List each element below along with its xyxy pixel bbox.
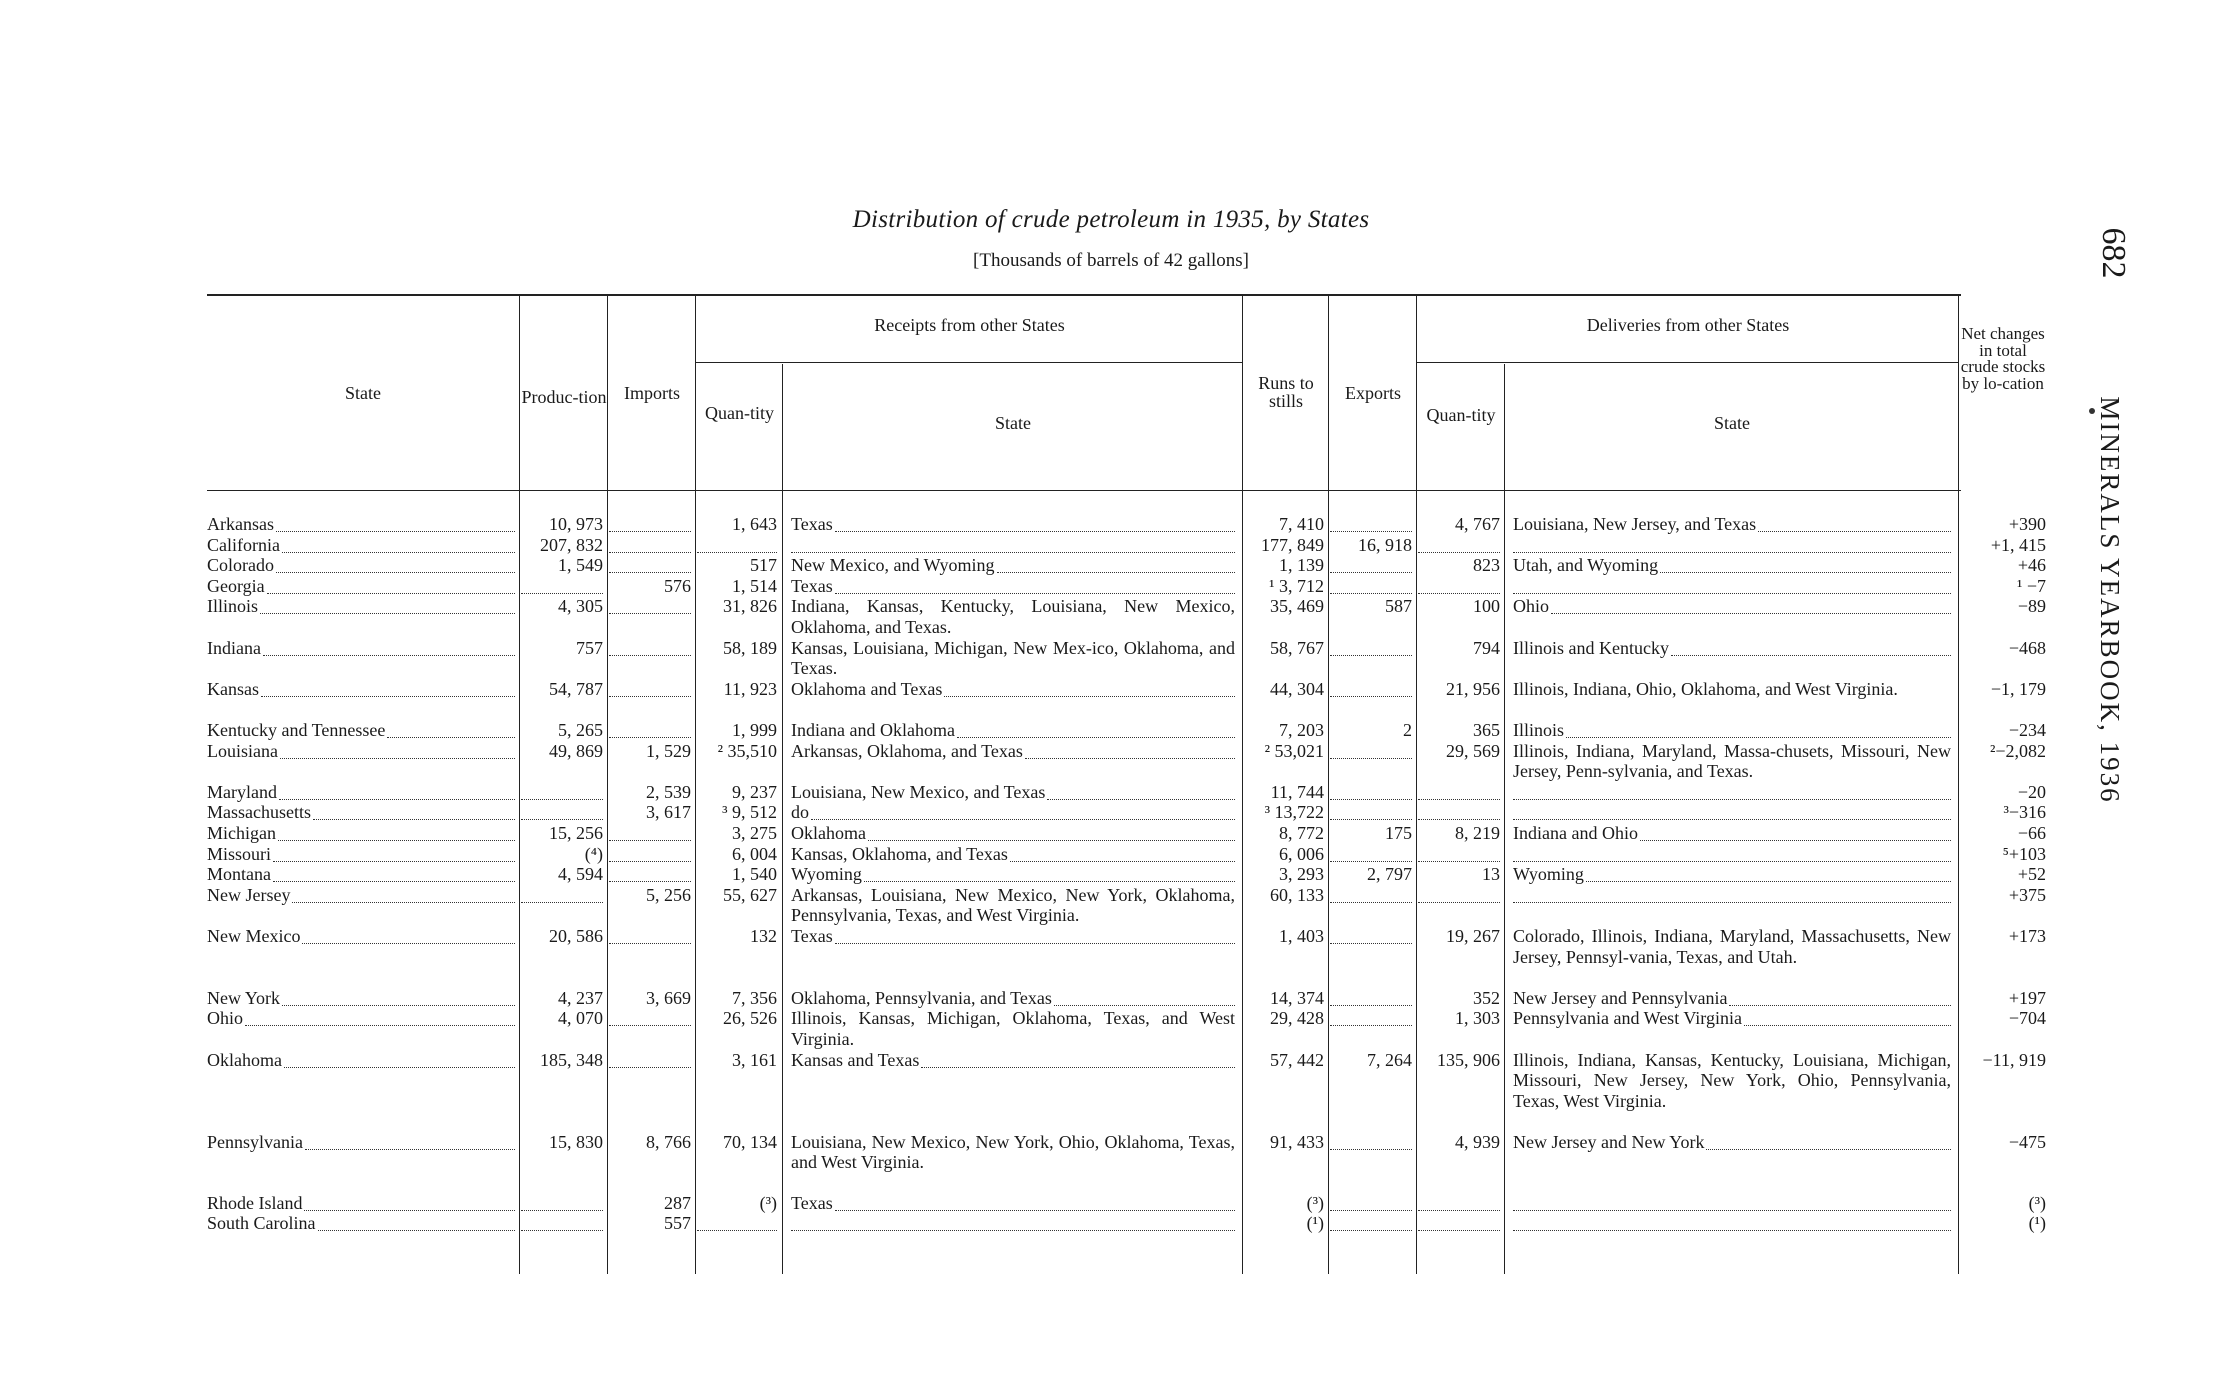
deliveries-quantity-cell: 13 [1482, 864, 1500, 885]
state-list: Texas [791, 514, 833, 534]
imports-cell: 1, 529 [646, 740, 691, 761]
state-cell [207, 864, 515, 885]
net-change-cell: −20 [2017, 781, 2046, 802]
receipts-state-cell [791, 514, 1235, 535]
runs-to-stills-cell: 177, 849 [1261, 534, 1324, 555]
runs-to-stills-cell: 57, 442 [1270, 1049, 1324, 1070]
receipts-state-cell [791, 741, 1235, 762]
state-name: South Carolina [207, 1213, 316, 1234]
net-change-cell: (¹) [2028, 1213, 2046, 1234]
runs-to-stills-cell: (¹) [1306, 1213, 1324, 1234]
state-name: Ohio [207, 1008, 243, 1029]
deliveries-state-cell [1513, 514, 1951, 535]
col-divider [1242, 296, 1243, 1274]
state-cell [207, 1050, 515, 1071]
net-change-cell: +173 [2008, 926, 2046, 946]
exports-cell: 2, 797 [1367, 864, 1412, 885]
receipts-quantity-cell: 1, 540 [732, 864, 777, 885]
receipts-state-cell [791, 1050, 1235, 1071]
state-list: Oklahoma and Texas [791, 678, 943, 699]
page-subtitle: [Thousands of barrels of 42 gallons] [973, 250, 1249, 271]
deliveries-quantity-cell [1418, 1213, 1500, 1231]
runs-to-stills-cell: 1, 139 [1279, 555, 1324, 576]
net-change-cell: −234 [2008, 720, 2046, 740]
receipts-group-rule [695, 362, 1242, 363]
exports-cell [1330, 1008, 1412, 1026]
receipts-state-cell [791, 720, 1235, 741]
exports-cell [1330, 988, 1412, 1006]
exports-cell: 175 [1385, 823, 1412, 843]
state-list: Louisiana, New Mexico, and Texas [791, 781, 1046, 802]
col-divider [1504, 364, 1505, 1274]
col-divider [1416, 296, 1417, 1274]
deliveries-quantity-cell [1418, 844, 1500, 862]
exports-cell [1330, 782, 1412, 800]
runs-to-stills-cell: 35, 469 [1270, 596, 1324, 617]
header-runs-to-stills: Runs to stills [1258, 373, 1314, 411]
exports-cell [1330, 926, 1412, 944]
imports-cell: 287 [664, 1192, 691, 1213]
runs-to-stills-cell: 8, 772 [1279, 823, 1324, 843]
net-change-cell: +197 [2008, 987, 2046, 1008]
state-cell [207, 782, 515, 803]
header-deliveries-quantity: Quan-tity [1426, 405, 1496, 425]
production-cell [521, 885, 603, 903]
deliveries-quantity-cell: 1, 303 [1455, 1008, 1500, 1029]
deliveries-state-cell: Illinois, Indiana, Maryland, Massa-chusets, Missouri, New Jersey, Penn-sylvania, and Texas. [1513, 740, 1951, 782]
state-list: do [791, 802, 809, 823]
net-change-cell: ³−316 [2003, 802, 2046, 823]
runs-to-stills-cell: 29, 428 [1270, 1008, 1324, 1029]
state-list: Utah, and Wyoming [1513, 555, 1659, 576]
receipts-quantity-cell: 6, 004 [732, 843, 777, 864]
state-list: Ohio [1513, 596, 1549, 617]
production-cell: 4, 305 [558, 596, 603, 617]
receipts-state-cell: Arkansas, Louisiana, New Mexico, New York, Oklahoma, Pennsylvania, Texas, and West Virginia. [791, 884, 1235, 926]
state-cell [207, 1213, 515, 1234]
page-number: 682 [2095, 227, 2132, 279]
receipts-quantity-cell: 31, 826 [723, 596, 777, 617]
state-list: Illinois [1513, 720, 1565, 740]
deliveries-state-cell [1513, 885, 1951, 903]
deliveries-group-rule [1416, 362, 1958, 363]
receipts-state-cell [791, 576, 1235, 597]
production-cell: 4, 070 [558, 1008, 603, 1029]
imports-cell [609, 514, 691, 532]
state-cell [207, 926, 515, 947]
state-name: California [207, 534, 280, 555]
state-name: Illinois [207, 596, 259, 617]
net-change-cell: +390 [2008, 514, 2046, 534]
state-cell [207, 555, 515, 576]
receipts-state-cell [791, 782, 1235, 803]
imports-cell [609, 864, 691, 882]
deliveries-state-cell [1513, 576, 1951, 594]
state-list: Pennsylvania and West Virginia [1513, 1008, 1742, 1029]
imports-cell [609, 1008, 691, 1026]
receipts-state-cell [791, 844, 1235, 865]
deliveries-state-cell: Illinois, Indiana, Ohio, Oklahoma, and West Virginia. [1513, 678, 1898, 699]
deliveries-state-cell [1513, 864, 1951, 885]
deliveries-state-cell [1513, 844, 1951, 862]
receipts-quantity-cell: 3, 275 [732, 823, 777, 843]
receipts-state-cell: Louisiana, New Mexico, New York, Ohio, Oklahoma, Texas, and West Virginia. [791, 1131, 1235, 1173]
state-name: Pennsylvania [207, 1131, 303, 1152]
receipts-quantity-cell: 1, 643 [732, 514, 777, 534]
state-cell [207, 802, 515, 823]
state-name: Montana [207, 864, 271, 885]
col-divider [1958, 296, 1959, 1274]
production-cell: 207, 832 [540, 534, 603, 555]
deliveries-quantity-cell: 794 [1473, 637, 1500, 658]
state-cell [207, 576, 515, 597]
state-list: Oklahoma, Pennsylvania, and Texas [791, 987, 1052, 1008]
state-list: Wyoming [791, 864, 862, 885]
production-cell: 20, 586 [549, 926, 603, 946]
net-change-cell: −475 [2008, 1131, 2046, 1152]
imports-cell [609, 720, 691, 738]
receipts-state-cell [791, 802, 1235, 823]
runs-to-stills-cell: 60, 133 [1270, 884, 1324, 905]
runs-to-stills-cell: 7, 410 [1279, 514, 1324, 534]
net-change-cell: −468 [2008, 637, 2046, 658]
deliveries-state-cell: Illinois, Indiana, Kansas, Kentucky, Louisiana, Michigan, Missouri, New Jersey, New York, Ohio, Pennsylvania, Texas, West Virginia. [1513, 1049, 1951, 1111]
exports-cell [1330, 638, 1412, 656]
exports-cell [1330, 802, 1412, 820]
state-list: Louisiana, New Jersey, and Texas [1513, 514, 1757, 534]
receipts-state-cell [791, 926, 1235, 947]
production-cell: 54, 787 [549, 678, 603, 699]
imports-cell: 3, 617 [646, 802, 691, 823]
header-receipts-quantity: Quan-tity [705, 403, 774, 423]
imports-cell: 2, 539 [646, 781, 691, 802]
receipts-quantity-cell [697, 1213, 777, 1231]
imports-cell [609, 596, 691, 614]
deliveries-quantity-cell: 29, 569 [1446, 740, 1500, 761]
runs-to-stills-cell: ³ 13,722 [1264, 802, 1324, 823]
deliveries-state-cell [1513, 802, 1951, 820]
state-list: Texas [791, 926, 833, 946]
state-list: Indiana and Oklahoma [791, 720, 955, 740]
deliveries-state-cell [1513, 535, 1951, 553]
receipts-quantity-cell: 26, 526 [723, 1008, 777, 1029]
state-cell [207, 514, 515, 535]
imports-cell [609, 1050, 691, 1068]
runs-to-stills-cell: (³) [1306, 1192, 1324, 1213]
receipts-quantity-cell [697, 535, 777, 553]
imports-cell [609, 823, 691, 841]
deliveries-state-cell [1513, 555, 1951, 576]
imports-cell [609, 926, 691, 944]
deliveries-state-cell [1513, 1193, 1951, 1211]
receipts-quantity-cell: ² 35,510 [717, 740, 777, 761]
deliveries-quantity-cell [1418, 885, 1500, 903]
header-receipts-group: Receipts from other States [874, 315, 1065, 335]
runs-to-stills-cell: 1, 403 [1279, 926, 1324, 946]
deliveries-state-cell: Colorado, Illinois, Indiana, Maryland, Massachusetts, New Jersey, Pennsyl-vania, Texas, and Utah. [1513, 926, 1951, 967]
state-cell [207, 596, 515, 617]
deliveries-quantity-cell: 352 [1473, 987, 1500, 1008]
state-cell [207, 638, 515, 659]
imports-cell [609, 535, 691, 553]
production-cell [521, 576, 603, 594]
col-divider [782, 364, 783, 1274]
deliveries-state-cell [1513, 638, 1951, 659]
header-state: State [345, 383, 381, 403]
deliveries-quantity-cell: 4, 767 [1455, 514, 1500, 534]
net-change-cell: ²−2,082 [1989, 740, 2046, 761]
deliveries-quantity-cell: 19, 267 [1446, 926, 1500, 946]
receipts-state-cell [791, 1213, 1235, 1231]
imports-cell: 3, 669 [646, 987, 691, 1008]
page-title: Distribution of crude petroleum in 1935, by States [852, 206, 1370, 233]
receipts-quantity-cell: ³ 9, 512 [722, 802, 777, 823]
state-cell [207, 823, 515, 844]
state-name: Oklahoma [207, 1049, 282, 1070]
deliveries-quantity-cell: 4, 939 [1455, 1131, 1500, 1152]
deliveries-state-cell [1513, 823, 1951, 844]
production-cell: 49, 869 [549, 740, 603, 761]
net-change-cell: (³) [2028, 1192, 2046, 1213]
runs-to-stills-cell: 14, 374 [1270, 987, 1324, 1008]
state-name: Kentucky and Tennessee [207, 720, 386, 740]
net-change-cell: +375 [2008, 884, 2046, 905]
state-name: Rhode Island [207, 1192, 303, 1213]
imports-cell [609, 679, 691, 697]
imports-cell [609, 555, 691, 573]
production-cell: 757 [576, 637, 603, 658]
exports-cell [1330, 576, 1412, 594]
state-name: Missouri [207, 843, 272, 864]
state-name: Massachusetts [207, 802, 311, 823]
imports-cell: 557 [664, 1213, 691, 1234]
state-name: Michigan [207, 823, 276, 843]
state-list: Oklahoma [791, 823, 866, 843]
exports-cell: 7, 264 [1367, 1049, 1412, 1070]
exports-cell: 16, 918 [1358, 534, 1412, 555]
imports-cell [609, 844, 691, 862]
state-list: Texas [791, 1192, 833, 1213]
net-change-cell: −704 [2008, 1008, 2046, 1029]
state-list: Illinois and Kentucky [1513, 637, 1669, 658]
exports-cell [1330, 885, 1412, 903]
state-name: Arkansas [207, 514, 274, 534]
state-cell [207, 1132, 515, 1153]
exports-cell [1330, 1213, 1412, 1231]
state-cell [207, 1193, 515, 1214]
imports-cell: 5, 256 [646, 884, 691, 905]
production-cell: 1, 549 [558, 555, 603, 576]
receipts-state-cell [791, 823, 1235, 844]
deliveries-quantity-cell [1418, 782, 1500, 800]
imports-cell [609, 638, 691, 656]
header-net-changes: Net changes in total crude stocks by lo-cation [1960, 324, 2046, 393]
state-cell [207, 885, 515, 906]
production-cell: 185, 348 [540, 1049, 603, 1070]
production-cell: 4, 594 [558, 864, 603, 885]
deliveries-quantity-cell: 8, 219 [1455, 823, 1500, 843]
deliveries-quantity-cell: 135, 906 [1437, 1049, 1500, 1070]
runs-to-stills-cell: ² 53,021 [1264, 740, 1324, 761]
state-cell [207, 988, 515, 1009]
receipts-quantity-cell: 132 [750, 926, 777, 946]
state-list: New Jersey and New York [1513, 1131, 1705, 1152]
deliveries-quantity-cell: 365 [1473, 720, 1500, 740]
runs-to-stills-cell: 44, 304 [1270, 678, 1324, 699]
state-list: Kansas, Oklahoma, and Texas [791, 843, 1008, 864]
deliveries-quantity-cell [1418, 1193, 1500, 1211]
receipts-state-cell [791, 864, 1235, 885]
exports-cell [1330, 514, 1412, 532]
production-cell [521, 802, 603, 820]
col-divider [607, 296, 608, 1274]
header-receipts-state: State [995, 413, 1031, 433]
production-cell [521, 1213, 603, 1231]
deliveries-quantity-cell: 21, 956 [1446, 678, 1500, 699]
exports-cell [1330, 844, 1412, 862]
exports-cell [1330, 1132, 1412, 1150]
receipts-quantity-cell: 3, 161 [732, 1049, 777, 1070]
state-cell [207, 720, 515, 741]
deliveries-state-cell [1513, 1213, 1951, 1231]
exports-cell: 2 [1403, 720, 1412, 740]
state-name: Colorado [207, 555, 274, 576]
runs-to-stills-cell: 6, 006 [1279, 843, 1324, 864]
receipts-state-cell: Indiana, Kansas, Kentucky, Louisiana, New Mexico, Oklahoma, and Texas. [791, 596, 1235, 637]
receipts-quantity-cell: 1, 514 [732, 575, 777, 596]
col-divider [519, 296, 520, 1274]
runs-to-stills-cell: 7, 203 [1279, 720, 1324, 740]
state-list: Arkansas, Oklahoma, and Texas [791, 740, 1023, 761]
production-cell: 15, 830 [549, 1131, 603, 1152]
runs-to-stills-cell: ¹ 3, 712 [1269, 575, 1324, 596]
col-divider [695, 296, 696, 1274]
net-change-cell: −66 [2017, 823, 2046, 843]
exports-cell: 587 [1385, 596, 1412, 617]
runs-to-stills-cell: 58, 767 [1270, 637, 1324, 658]
col-divider [1328, 296, 1329, 1274]
state-name: New Jersey [207, 884, 291, 905]
deliveries-state-cell [1513, 782, 1951, 800]
header-deliveries-state: State [1714, 413, 1750, 433]
state-cell [207, 844, 515, 865]
state-list: Indiana and Ohio [1513, 823, 1638, 843]
state-name: New Mexico [207, 926, 301, 946]
state-name: Georgia [207, 575, 265, 596]
state-list: New Jersey and Pennsylvania [1513, 987, 1728, 1008]
runs-to-stills-cell: 91, 433 [1270, 1131, 1324, 1152]
net-change-cell: −89 [2017, 596, 2046, 617]
receipts-quantity-cell: 11, 923 [723, 678, 777, 699]
net-change-cell: −1, 179 [1990, 678, 2046, 699]
receipts-quantity-cell: 70, 134 [723, 1131, 777, 1152]
exports-cell [1330, 555, 1412, 573]
running-head: MINERALS YEARBOOK, 1936 [2095, 396, 2125, 804]
net-change-cell: −11, 919 [1982, 1049, 2046, 1070]
state-cell [207, 535, 515, 556]
state-name: New York [207, 987, 281, 1008]
deliveries-quantity-cell: 100 [1473, 596, 1500, 617]
net-change-cell: +46 [2017, 555, 2046, 576]
state-name: Maryland [207, 781, 277, 802]
header-exports: Exports [1345, 383, 1401, 403]
distribution-table [207, 292, 2046, 1274]
header-bottom-rule [207, 490, 1961, 491]
header-deliveries-group: Deliveries from other States [1586, 315, 1790, 335]
deliveries-quantity-cell [1418, 535, 1500, 553]
exports-cell [1330, 679, 1412, 697]
receipts-state-cell [791, 1193, 1235, 1214]
exports-cell [1330, 741, 1412, 759]
state-cell [207, 1008, 515, 1029]
receipts-state-cell [791, 535, 1235, 553]
receipts-state-cell [791, 988, 1235, 1009]
runs-to-stills-cell: 3, 293 [1279, 864, 1324, 885]
deliveries-state-cell [1513, 720, 1951, 741]
deliveries-state-cell [1513, 1008, 1951, 1029]
receipts-quantity-cell: 1, 999 [732, 720, 777, 740]
net-change-cell: ⁵+103 [2002, 843, 2046, 864]
state-list: Texas [791, 575, 833, 596]
state-list: Wyoming [1513, 864, 1584, 885]
receipts-quantity-cell: 517 [750, 555, 777, 576]
header-imports: Imports [624, 383, 680, 403]
deliveries-state-cell [1513, 988, 1951, 1009]
production-cell: 10, 973 [549, 514, 603, 534]
state-name: Kansas [207, 678, 259, 699]
receipts-state-cell [791, 679, 1235, 700]
runs-to-stills-cell: 11, 744 [1270, 781, 1324, 802]
receipts-state-cell: Kansas, Louisiana, Michigan, New Mex-ico, Oklahoma, and Texas. [791, 637, 1235, 679]
imports-cell: 576 [664, 575, 691, 596]
state-cell [207, 679, 515, 700]
imports-cell: 8, 766 [646, 1131, 691, 1152]
deliveries-state-cell [1513, 596, 1951, 617]
receipts-quantity-cell: 9, 237 [732, 781, 777, 802]
net-change-cell: +52 [2017, 864, 2046, 885]
receipts-quantity-cell: (³) [759, 1192, 777, 1213]
state-list: New Mexico, and Wyoming [791, 555, 995, 576]
receipts-quantity-cell: 7, 356 [732, 987, 777, 1008]
state-cell [207, 741, 515, 762]
receipts-state-cell: Illinois, Kansas, Michigan, Oklahoma, Texas, and West Virginia. [791, 1008, 1235, 1049]
production-cell [521, 782, 603, 800]
exports-cell [1330, 1193, 1412, 1211]
deliveries-quantity-cell: 823 [1473, 555, 1500, 576]
receipts-state-cell [791, 555, 1235, 576]
production-cell: 4, 237 [558, 987, 603, 1008]
net-change-cell: ¹ −7 [2016, 575, 2046, 596]
receipts-quantity-cell: 58, 189 [723, 637, 777, 658]
deliveries-quantity-cell [1418, 802, 1500, 820]
deliveries-state-cell [1513, 1132, 1951, 1153]
state-list: Kansas and Texas [791, 1049, 920, 1070]
production-cell [521, 1193, 603, 1211]
receipts-quantity-cell: 55, 627 [723, 884, 777, 905]
state-name: Louisiana [207, 740, 278, 761]
production-cell: 5, 265 [558, 720, 603, 740]
production-cell: 15, 256 [549, 823, 603, 843]
production-cell: (⁴) [584, 843, 603, 864]
table-top-rule [207, 294, 1961, 296]
net-change-cell: +1, 415 [1990, 534, 2046, 555]
header-production: Produc-tion [521, 387, 607, 407]
state-name: Indiana [207, 637, 261, 658]
deliveries-quantity-cell [1418, 576, 1500, 594]
